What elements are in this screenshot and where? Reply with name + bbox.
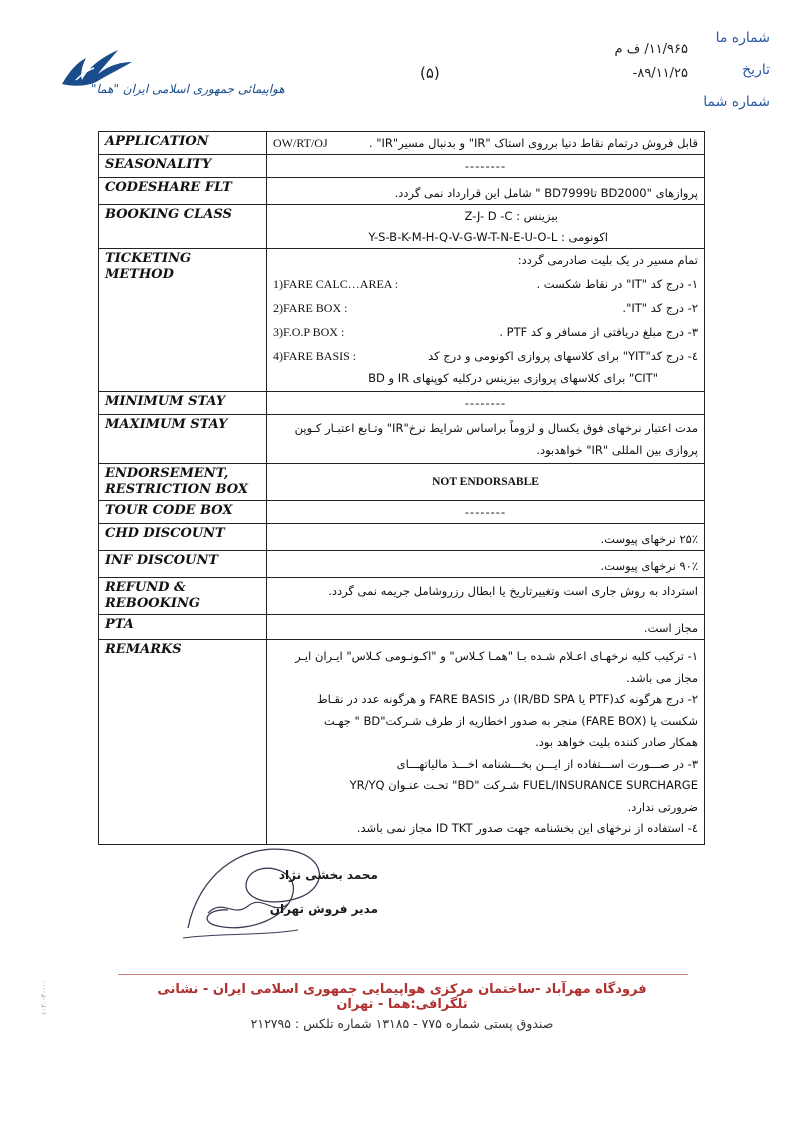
economy-classes: اکونومی : Y-S-B-K-M-H-Q-V-G-W-T-N-E-U-O-L [368, 230, 608, 244]
seasonality-value: -------- [267, 155, 705, 178]
rebooking-label: REBOOKING [105, 596, 200, 611]
minimum-stay-value: -------- [267, 392, 705, 415]
signer-title: مدیر فروش تهران [269, 902, 378, 916]
row-application [99, 132, 705, 155]
remarks-label: REMARKS [99, 640, 267, 845]
row-tour-code [99, 501, 705, 524]
row-seasonality [99, 155, 705, 178]
footer-divider [118, 974, 688, 975]
ticketing-step-3: ۳- درج مبلغ دریافتی از مسافر و کد PTF . [499, 325, 698, 339]
remark-line-4: شکست یا (FARE BOX) منجر به صدور اخطاریه از طرف شـرکت"BD " جهـت [323, 713, 698, 728]
application-label: APPLICATION [99, 132, 267, 155]
row-endorsement [99, 464, 705, 501]
minimum-stay-label: MINIMUM STAY [99, 392, 267, 415]
remark-line-6: ۳- در صـــورت اســـتفاده از ایـــن بخـــشنامه اخـــذ مالیاتهـــای [396, 756, 698, 771]
row-minimum-stay [99, 392, 705, 415]
application-code: OW/RT/OJ [273, 136, 328, 150]
remark-line-2: مجاز می باشد. [626, 670, 698, 685]
tour-code-label: TOUR CODE BOX [99, 501, 267, 524]
tour-code-value: -------- [267, 501, 705, 524]
page-number: (۵) [420, 64, 440, 82]
codeshare-label: CODESHARE FLT [99, 178, 267, 205]
ticketing-step-4: ٤- درج کد"YIT" برای کلاسهای پروازی اکونومی و درج کد [428, 349, 698, 363]
seasonality-label: SEASONALITY [99, 155, 267, 178]
row-codeshare [99, 178, 705, 205]
your-number-label: شماره شما [703, 94, 770, 110]
our-number-label: شماره ما [715, 30, 770, 46]
row-pta [99, 615, 705, 640]
fare-rules-table [98, 131, 705, 845]
ticketing-step-1-label: 1)FARE CALC…AREA : [273, 277, 399, 291]
remark-line-5: همکار صادر کننده بلیت خواهد بود. [535, 735, 698, 749]
restriction-box-label: RESTRICTION BOX [105, 482, 248, 497]
airline-logo [56, 40, 285, 110]
row-booking-class [99, 205, 705, 249]
form-code: ۱۰۲۰-۴۰-۰۰ [40, 980, 48, 1016]
ticketing-intro: تمام مسیر در یک بلیت صادرمی گردد: [517, 253, 698, 267]
remark-line-1: ۱- ترکیب کلیه نرخهـای اعـلام شـده بـا "همـا کـلاس" و "اکـونـومی کـلاس" ایـران ایـر [295, 649, 698, 663]
maximum-stay-line-2: پروازی بین المللی "IR" خواهدبود. [536, 443, 698, 457]
row-ticketing-method [99, 249, 705, 392]
remark-line-9: ٤- استفاده از نرخهای این بخشنامه جهت صدور ID TKT مجاز نمی باشد. [356, 821, 698, 835]
refund-label: REFUND & [105, 580, 186, 595]
airline-name: هواپیمائی جمهوری اسلامی ایران "هما" [91, 82, 285, 96]
inf-discount-label: INF DISCOUNT [99, 551, 267, 578]
application-text: قابل فروش درتمام نقاط دنیا برروی استاک "IR" و بدنبال مسیر"IR" . [368, 136, 698, 150]
chd-discount-label: CHD DISCOUNT [99, 524, 267, 551]
codeshare-value: پروازهای "BD2000 تاBD7999 " شامل این قرارداد نمی گردد. [267, 178, 705, 205]
inf-discount-value: ۹۰٪ نرخهای پیوست. [267, 551, 705, 578]
row-maximum-stay [99, 415, 705, 464]
business-classes: بیزینس : Z-J- D -C [464, 209, 558, 223]
row-remarks [99, 640, 705, 845]
refund-value: استرداد به روش جاری است وتغییرتاریخ یا ابطال رزروشامل جریمه نمی گردد. [267, 578, 705, 615]
chd-discount-value: ۲۵٪ نرخهای پیوست. [267, 524, 705, 551]
date-value: ۸۹/۱۱/۲۵- [632, 66, 688, 81]
endorsement-label: ENDORSEMENT, [105, 466, 229, 481]
maximum-stay-label: MAXIMUM STAY [99, 415, 267, 464]
ticketing-step-3-label: 3)F.O.P BOX : [273, 325, 345, 339]
pta-value: مجاز است. [267, 615, 705, 640]
ticketing-step-2: ۲- درج کد "IT". [622, 301, 698, 315]
date-label: تاریخ [742, 62, 770, 78]
booking-class-label: BOOKING CLASS [99, 205, 267, 249]
our-number-value: ۱۱/۹۶۵/ ف م [614, 42, 688, 57]
row-inf-discount [99, 551, 705, 578]
row-chd-discount [99, 524, 705, 551]
footer-address: فرودگاه مهرآباد -ساختمان مرکزی هواپیمایی جمهوری اسلامی ایران - نشانی تلگرافی:هما - تهران [157, 982, 647, 1012]
footer-contact: صندوق پستی شماره ۷۷۵ - ۱۳۱۸۵ شماره تلکس : ۲۱۲۷۹۵ [250, 1016, 554, 1031]
signer-name: محمد بخشی نژاد [278, 868, 378, 882]
ticketing-step-4-cont: "CIT" برای کلاسهای پروازی بیزینس درکلیه کوپنهای IR و BD [368, 371, 658, 385]
remark-line-3: ۲- درج هرگونه کد(PTF یا IR/BD SPA) در FARE BASIS و هرگونه عدد در نقـاط [316, 692, 698, 706]
ticketing-step-2-label: 2)FARE BOX : [273, 301, 348, 315]
ticketing-step-1: ۱- درج کد "IT" در نقاط شکست . [536, 277, 698, 291]
ticketing-method-label: TICKETING METHOD [99, 249, 267, 392]
maximum-stay-line-1: مدت اعتبار نرخهای فوق یکسال و لزوماً براساس شرایط نرخ"IR" وتـابع اعتبـار کـوپن [294, 421, 698, 435]
ticketing-step-4-label: 4)FARE BASIS : [273, 349, 357, 363]
remark-line-7: FUEL/INSURANCE SURCHARGE شـرکت "BD" تحـت عنـوان YR/YQ [349, 778, 698, 792]
pta-label: PTA [99, 615, 267, 640]
remark-line-8: ضرورتی ندارد. [627, 799, 698, 814]
endorsement-value: NOT ENDORSABLE [267, 464, 705, 501]
row-refund [99, 578, 705, 615]
